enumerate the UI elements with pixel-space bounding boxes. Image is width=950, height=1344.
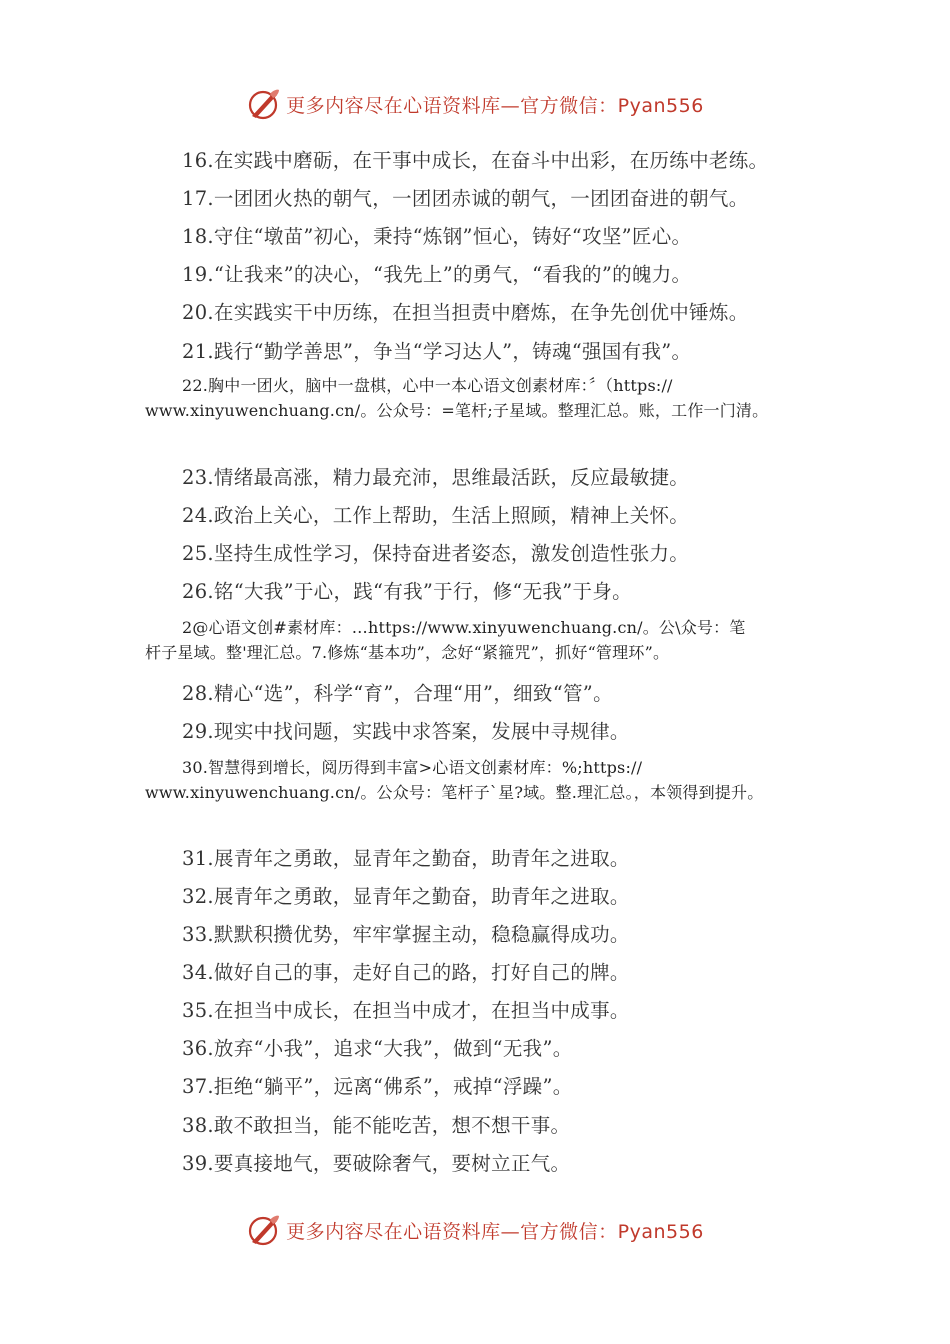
list-item: 16.在实践中磨砺，在干事中成长，在奋斗中出彩，在历练中老练。 [182,149,769,172]
banner-label: 更多内容尽在心语资料库—官方微信： [286,94,618,117]
banner-label: 更多内容尽在心语资料库—官方微信： [286,1220,618,1243]
banner-text [286,91,704,118]
list-item: 37.拒绝“躺平”，远离“佛系”，戒掉“浮躁”。 [182,1075,573,1098]
list-item: 31.展青年之勇敢，显青年之勤奋，助青年之进取。 [182,847,630,870]
quill-pen-circle-icon [246,1212,282,1248]
list-item: 36.放弃“小我”，追求“大我”，做到“无我”。 [182,1037,573,1060]
paragraph-line: 22.胸中一团火，脑中一盘棋，心中一本心语文创素材库：〞（https:// [182,376,673,395]
paragraph-line: 杆子星域。整'理汇总。7.修炼“基本功”，念好“紧箍咒”，抓好“管理环”。 [145,642,670,662]
paragraph-line: www.xinyuwenchuang.cn/。公众号：笔杆子`星?域。整.理汇总。，本领得到提升。 [145,782,764,802]
list-item: 21.践行“勤学善思”，争当“学习达人”，铸魂“强国有我”。 [182,340,692,363]
list-item: 18.守住“墩苗”初心，秉持“炼钢”恒心，铸好“攻坚”匠心。 [182,225,692,248]
list-item: 35.在担当中成长，在担当中成才，在担当中成事。 [182,999,630,1022]
header-banner [0,84,950,124]
list-item: 23.情绪最高涨，精力最充沛，思维最活跃，反应最敏捷。 [182,466,690,489]
list-item-paragraph [145,374,810,423]
list-item: 33.默默积攒优势，牢牢掌握主动，稳稳赢得成功。 [182,923,630,946]
banner-text [286,1217,704,1244]
list-item: 34.做好自己的事，走好自己的路，打好自己的牌。 [182,961,630,984]
list-item: 24.政治上关心，工作上帮助，生活上照顾，精神上关怀。 [182,504,690,527]
wechat-id: Pyan556 [617,1220,704,1243]
list-item: 32.展青年之勇敢，显青年之勤奋，助青年之进取。 [182,885,630,908]
paragraph-line: 2@心语文创#素材库：…https://www.xinyuwenchuang.cn/。公\众号：笔 [182,618,746,637]
list-item: 39.要真接地气，要破除奢气，要树立正气。 [182,1152,571,1175]
list-item: 20.在实践实干中历练，在担当担责中磨炼，在争先创优中锤炼。 [182,301,749,324]
paragraph-line: 30.智慧得到增长，阅历得到丰富>心语文创素材库：%;https:// [182,758,643,777]
quill-pen-circle-icon [246,86,282,122]
list-item: 28.精心“选”，科学“育”，合理“用”，细致“管”。 [182,682,613,705]
paragraph-line: www.xinyuwenchuang.cn/。公众号：=笔杆;子星域。整理汇总。账，工作一门清。 [145,400,769,420]
list-item: 19.“让我来”的决心，“我先上”的勇气，“看我的”的魄力。 [182,263,692,286]
footer-banner [0,1210,950,1250]
list-item: 25.坚持生成性学习，保持奋进者姿态，激发创造性张力。 [182,542,690,565]
list-item-paragraph [145,756,810,805]
wechat-id: Pyan556 [617,94,704,117]
list-item: 26.铭“大我”于心，践“有我”于行，修“无我”于身。 [182,580,632,603]
list-item-paragraph [145,616,810,665]
list-item: 17.一团团火热的朝气，一团团赤诚的朝气，一团团奋进的朝气。 [182,187,749,210]
list-item: 38.敢不敢担当，能不能吃苦，想不想干事。 [182,1114,571,1137]
list-item: 29.现实中找问题，实践中求答案，发展中寻规律。 [182,720,630,743]
